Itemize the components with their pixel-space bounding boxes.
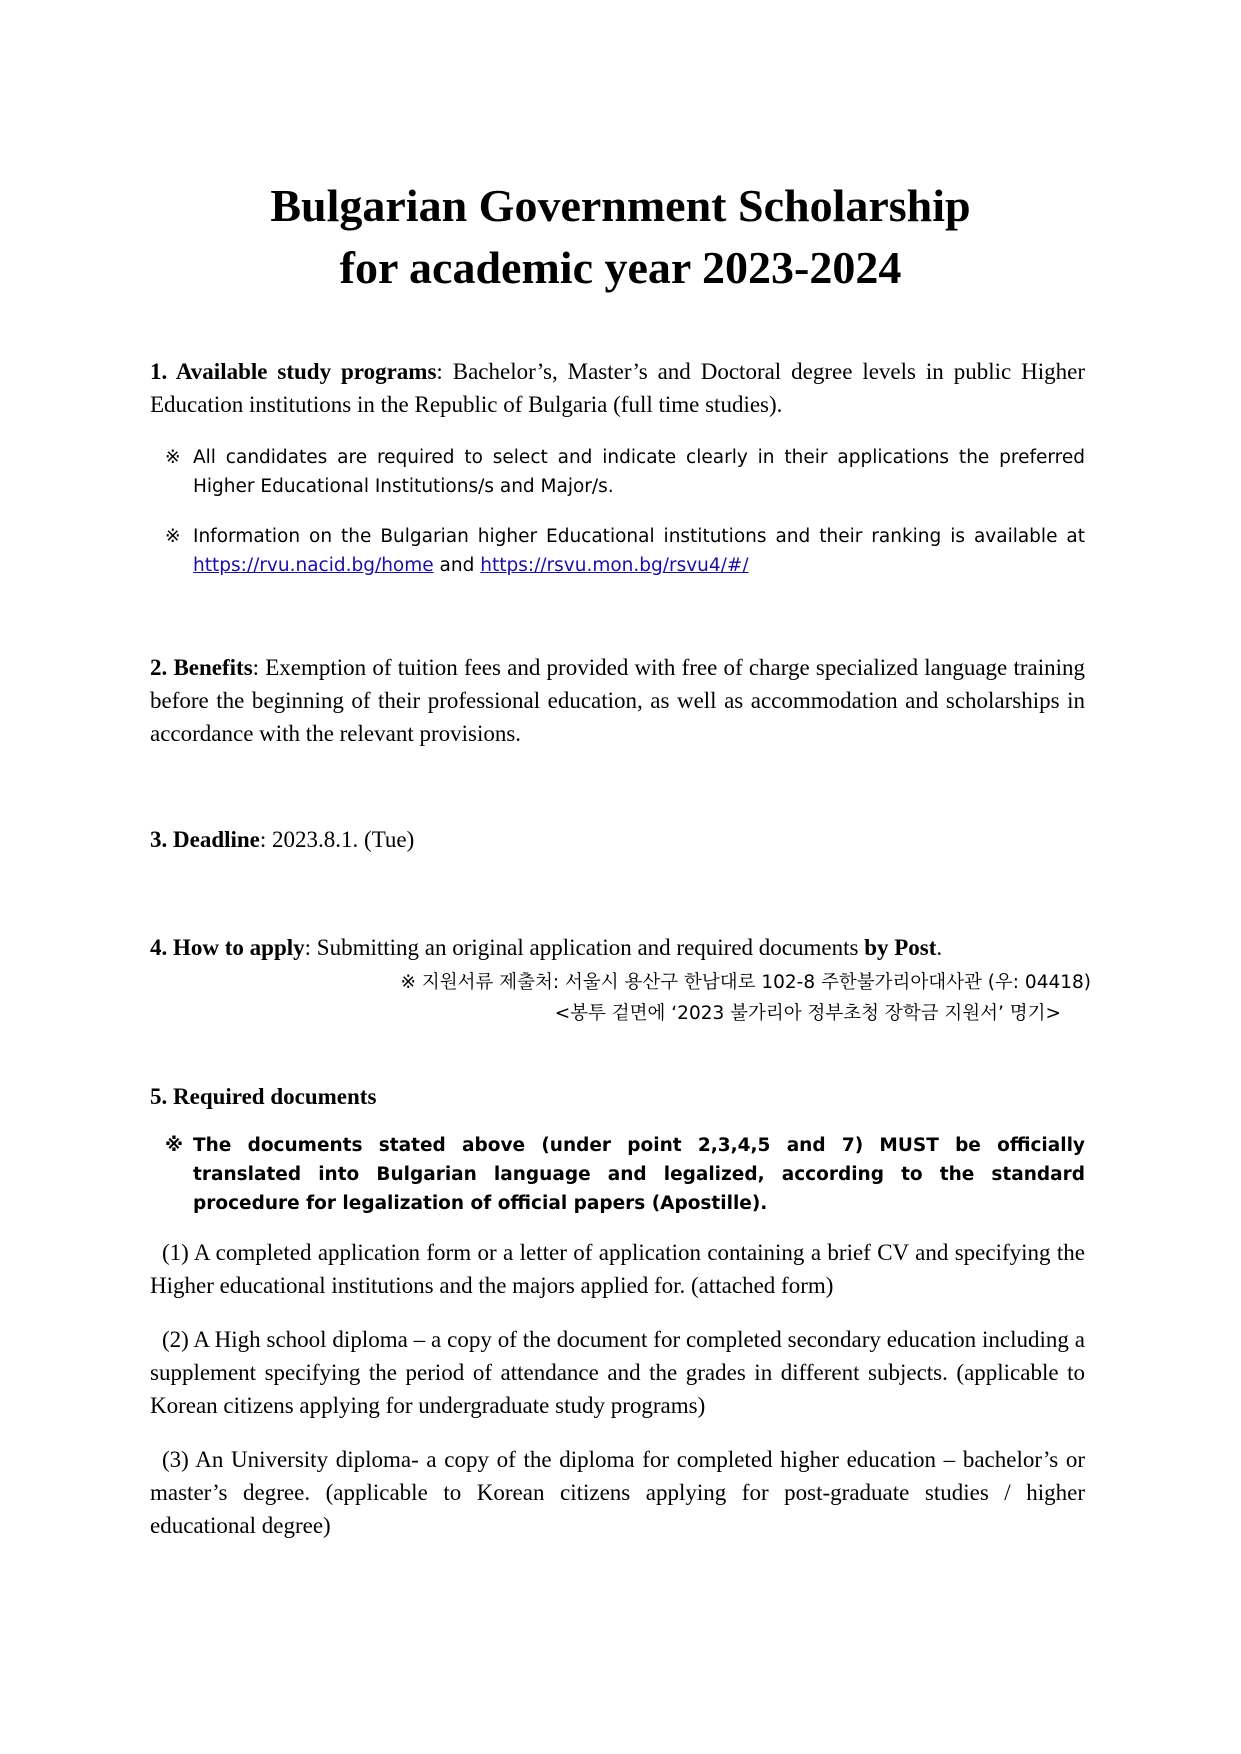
korean-submission-address: ※ 지원서류 제출처: 서울시 용산구 한남대로 102-8 주한불가리아대사관 (우: 04418) [400,972,1091,993]
note-legalization-text: The documents stated above (under point 2,3,4,5 and 7) MUST be officially translated into Bulgarian language and legalized, according to the standard procedure for legalization of official papers (Apostille). [193,1135,1085,1214]
note-ranking-info [165,522,1085,580]
section-3-text: : 2023.8.1. (Tue) [259,827,415,852]
section-available-programs [150,355,1085,421]
korean-envelope-note: <봉투 겉면에 ‘2023 불가리아 정부초청 장학금 지원서’ 명기> [554,1003,1061,1024]
link-joiner: and [433,555,481,576]
section-4-emphasis: by Post [864,935,937,960]
reference-mark-icon: ※ [165,1135,183,1156]
link-rsvu-mon[interactable]: https://rsvu.mon.bg/rsvu4/#/ [480,555,749,576]
section-4-text: : Submitting an original application and required documents [304,935,865,960]
section-deadline [150,823,1085,856]
section-how-to-apply [150,931,1085,964]
section-2-text: : Exemption of tuition fees and provided with free of charge specialized language training before the beginning of their professional education, as well as accommodation and scholarships in accordance with the relevant provisions. [150,655,1085,746]
section-required-documents [150,1080,1085,1113]
section-1-text: : Bachelor’s, Master’s and Doctoral degree levels in public Higher Education institutions in the Republic of Bulgaria (full time studies). [150,359,1085,417]
required-doc-item-2: (2) A High school diploma – a copy of the document for completed secondary education including a supplement specifying the period of attendance and the grades in different subjects. (applicable to Korean citizens applying for undergraduate study programs) [150,1327,1085,1418]
title-line-2: for academic year 2023-2024 [339,242,902,293]
title-line-1: Bulgarian Government Scholarship [270,180,971,231]
required-doc-item-1: (1) A completed application form or a letter of application containing a brief CV and specifying the Higher educational institutions and the majors applied for. (attached form) [150,1240,1085,1298]
reference-mark-icon: ※ [165,447,181,468]
link-rvu-nacid[interactable]: https://rvu.nacid.bg/home [193,555,434,576]
note-select-institutions [165,443,1085,501]
note-translation-legalization [165,1131,1085,1218]
section-1-heading: 1. Available study programs [150,359,437,384]
reference-mark-icon: ※ [165,526,181,547]
note-2-text: Information on the Bulgarian higher Educational institutions and their ranking is available at [193,526,1085,547]
required-doc-item-3: (3) An University diploma- a copy of the diploma for completed higher education – bachelor’s or master’s degree. (applicable to Korean citizens applying for post-graduate studies / higher educational degree) [150,1447,1085,1538]
section-4-heading: 4. How to apply [150,935,305,960]
section-4-period: . [936,935,943,960]
section-2-heading: 2. Benefits [150,655,253,680]
note-1-text: All candidates are required to select and indicate clearly in their applications the preferred Higher Educational Institutions/s and Major/s. [193,447,1085,497]
section-3-heading: 3. Deadline [150,827,260,852]
section-5-heading: 5. Required documents [150,1084,377,1109]
section-benefits [150,651,1085,750]
